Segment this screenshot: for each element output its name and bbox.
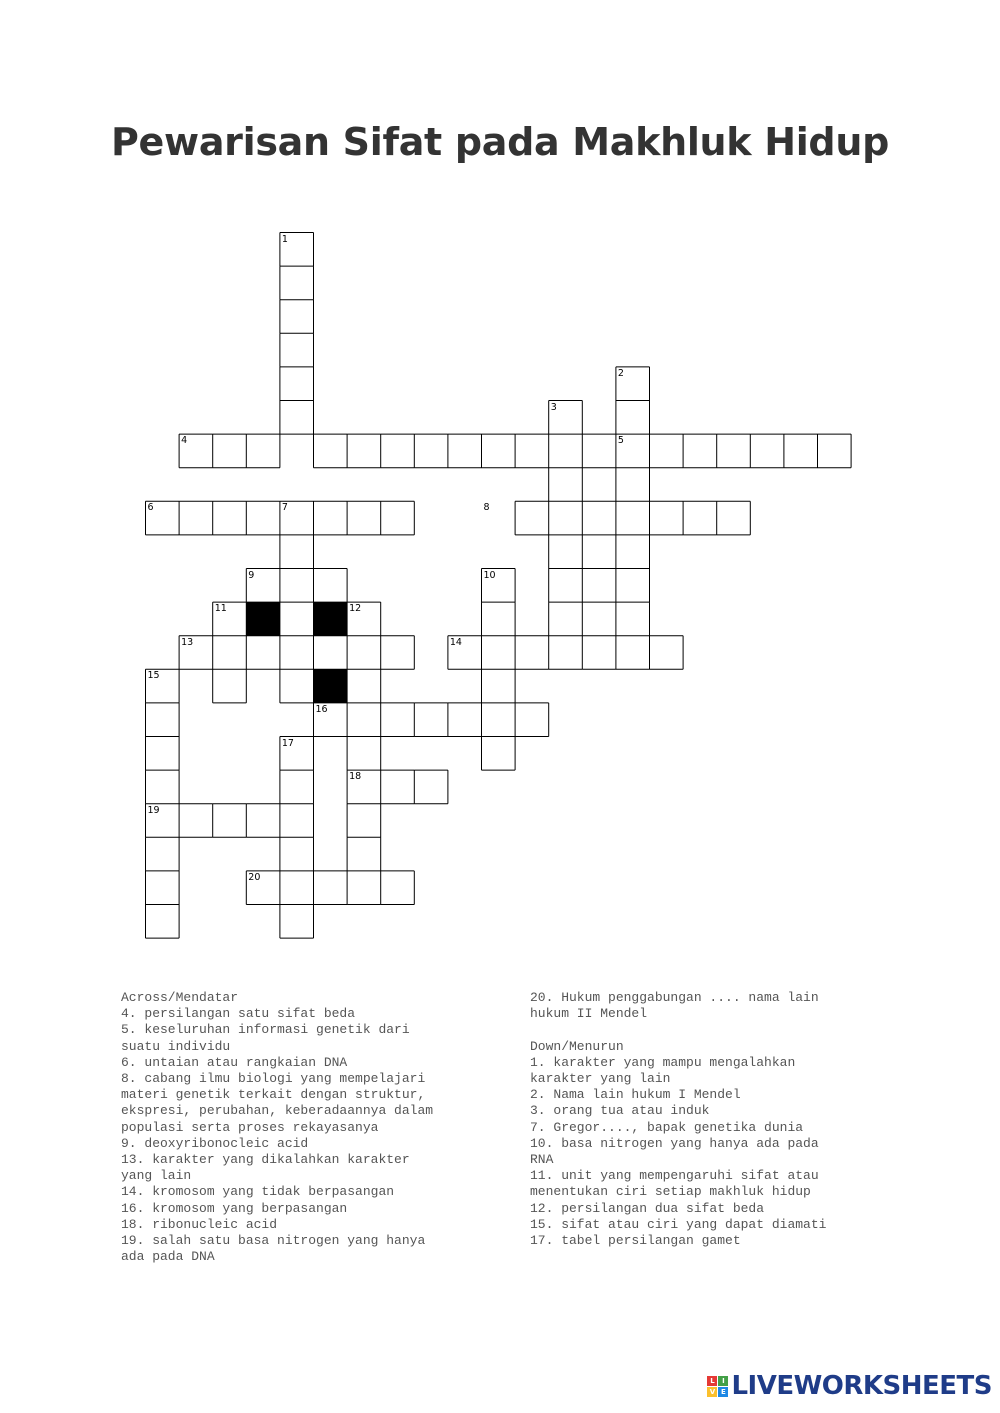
- logo-mark-icon: [707, 1376, 728, 1397]
- clue-line: 12. persilangan dua sifat beda: [530, 1200, 765, 1216]
- clue-number: 20: [248, 871, 261, 883]
- clue-number: 15: [147, 670, 160, 682]
- clue-line: 4. persilangan satu sifat beda: [121, 1006, 356, 1022]
- clue-line: RNA: [530, 1152, 554, 1168]
- clue-number: 18: [349, 771, 362, 783]
- clue-number: 10: [483, 569, 496, 581]
- clue-line: Down/Menurun: [530, 1038, 624, 1054]
- clue-line: 13. karakter yang dikalahkan karakter: [121, 1152, 410, 1168]
- clue-line: 15. sifat atau ciri yang dapat diamati: [530, 1216, 827, 1232]
- clue-line: ada pada DNA: [121, 1249, 215, 1265]
- clue-number: 12: [349, 603, 362, 615]
- clue-line: menentukan ciri setiap makhluk hidup: [530, 1184, 811, 1200]
- clue-number: 4: [181, 435, 188, 447]
- clue-line: 10. basa nitrogen yang hanya ada pada: [530, 1135, 819, 1151]
- clue-line: Across/Mendatar: [121, 990, 239, 1005]
- clue-number: 3: [550, 401, 557, 413]
- clue-number: 7: [281, 502, 288, 514]
- logo-mark-tile: I: [718, 1376, 728, 1386]
- clue-number: 11: [214, 603, 227, 615]
- page-title: Pewarisan Sifat pada Makhluk Hidup: [110, 120, 889, 164]
- liveworksheets-logo: [707, 1371, 992, 1401]
- clue-number: 2: [617, 367, 624, 379]
- logo-mark-tile: V: [707, 1387, 717, 1397]
- clue-line: 16. kromosom yang berpasangan: [121, 1200, 348, 1216]
- clue-number: 1: [281, 233, 288, 245]
- clue-line: 6. untaian atau rangkaian DNA: [121, 1054, 348, 1070]
- clue-line: yang lain: [121, 1168, 192, 1184]
- clue-line: 9. deoxyribonocleic acid: [121, 1135, 309, 1151]
- clue-line: 3. orang tua atau induk: [530, 1103, 710, 1119]
- clue-number: 6: [147, 502, 154, 514]
- logo-mark-tile: L: [707, 1376, 717, 1386]
- clue-line: 5. keseluruhan informasi genetik dari: [121, 1022, 410, 1038]
- clue-line: karakter yang lain: [530, 1071, 671, 1086]
- clue-line: materi genetik terkait dengan struktur,: [121, 1087, 426, 1103]
- clues-column-left: [121, 990, 491, 1265]
- logo-text: LIVEWORKSHEETS: [731, 1371, 992, 1401]
- clue-number: 8: [483, 502, 490, 514]
- clue-line: 14. kromosom yang tidak berpasangan: [121, 1184, 395, 1200]
- clue-line: 11. unit yang mempengaruhi sifat atau: [530, 1168, 819, 1184]
- clue-line: 20. Hukum penggabungan .... nama lain: [530, 990, 819, 1005]
- clues-column-right: [530, 990, 890, 1249]
- clue-line: populasi serta proses rekayasanya: [121, 1119, 379, 1135]
- clue-line: suatu individu: [121, 1038, 231, 1054]
- clue-line: ekspresi, perubahan, keberadaannya dalam: [121, 1103, 434, 1119]
- logo-mark-tile: E: [718, 1387, 728, 1397]
- clue-line: [530, 1022, 890, 1038]
- clue-line: 7. Gregor...., bapak genetika dunia: [530, 1119, 804, 1135]
- clue-line: 2. Nama lain hukum I Mendel: [530, 1087, 741, 1103]
- clue-number: 14: [449, 636, 462, 648]
- clue-number: 13: [181, 636, 194, 648]
- clue-line: 18. ribonucleic acid: [121, 1216, 278, 1232]
- clue-number: 17: [281, 737, 294, 749]
- clue-number: 9: [248, 569, 255, 581]
- clue-line: 17. tabel persilangan gamet: [530, 1233, 741, 1249]
- clue-number: 19: [147, 804, 160, 816]
- clue-line: 1. karakter yang mampu mengalahkan: [530, 1054, 796, 1070]
- clue-line: 19. salah satu basa nitrogen yang hanya: [121, 1233, 426, 1249]
- clue-line: hukum II Mendel: [530, 1006, 648, 1022]
- clue-number: 5: [617, 435, 624, 447]
- clue-number: 16: [315, 703, 328, 715]
- clue-line: 8. cabang ilmu biologi yang mempelajari: [121, 1071, 426, 1087]
